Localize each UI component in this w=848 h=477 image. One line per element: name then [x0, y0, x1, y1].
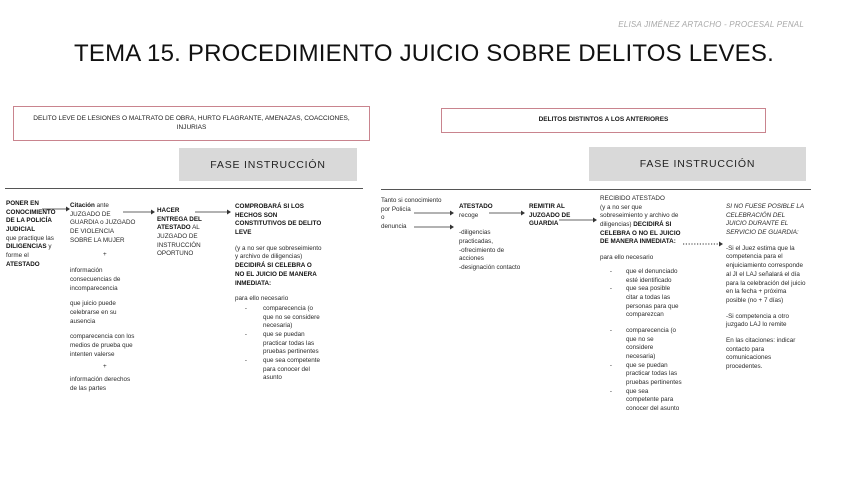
text-line: que se puedan: [263, 330, 305, 338]
text-line: LEVE: [235, 229, 252, 237]
list-dash: -: [609, 267, 612, 275]
text-line: SOBRE LA MUJER: [70, 236, 125, 244]
text-line: diligencias): [600, 221, 632, 229]
text-line: JUZGADO DE: [529, 211, 571, 219]
arrow-right-icon: [42, 205, 70, 213]
left-col-comprobara: [235, 203, 345, 383]
list-item: [235, 357, 345, 383]
list-item: [600, 362, 710, 388]
text-line: por Policía: [381, 205, 411, 213]
text-line: JUICIO DURANTE EL: [726, 220, 789, 228]
text-line: practicar todas las: [626, 370, 678, 378]
text-line: INSTRUCCIÓN: [157, 241, 201, 249]
list-dash: -: [609, 387, 612, 395]
text-line: -diligencias: [459, 229, 491, 237]
text-line: (y a no ser que sobreseimiento: [235, 244, 322, 252]
text-line: información: [70, 267, 103, 275]
text-line: considere: [626, 344, 654, 352]
text-line: +: [103, 251, 107, 259]
divider-right: [381, 189, 811, 190]
text-line: para la celebración del juicio: [726, 279, 806, 287]
text-line: ATESTADO: [459, 203, 493, 210]
text-line: practicadas,: [459, 238, 493, 246]
divider-left: [5, 188, 363, 189]
text-line: GUARDIA o JUZGADO: [70, 219, 136, 227]
text-line: pruebas pertinentes: [626, 379, 682, 387]
text-line: necesaria): [263, 322, 293, 330]
text-line: Citación: [70, 202, 95, 209]
list-item: [235, 331, 345, 357]
right-col-no-posible: [726, 203, 818, 372]
text-line: y: [48, 243, 52, 251]
text-line: contacto para: [726, 345, 765, 353]
case-box-otros: [441, 108, 766, 133]
text-line: que juicio puede: [70, 300, 116, 308]
text-line: personas para que: [626, 302, 679, 310]
text-line: JUZGADO DE: [70, 210, 111, 218]
text-line: citar a todas las: [626, 293, 671, 301]
text-line: CONSTITUTIVOS DE DELITO: [235, 220, 322, 228]
text-line: CELEBRA O NO EL JUICIO: [600, 229, 681, 237]
text-line: recoge: [459, 211, 479, 219]
text-line: medios de prueba que: [70, 341, 133, 349]
text-line: DE VIOLENCIA: [70, 228, 115, 236]
text-line: para conocer del: [263, 365, 310, 373]
text-line: que se puedan: [626, 361, 668, 369]
list-dash: -: [244, 330, 247, 338]
text-line: CELEBRACIÓN DEL: [726, 211, 786, 219]
text-line: necesaria): [626, 353, 656, 360]
phase-label-right: FASE INSTRUCCIÓN: [639, 158, 756, 170]
text-line: HECHOS SON: [235, 211, 278, 219]
left-col-citacion: [70, 202, 148, 393]
text-line: enjuiciamiento corresponde: [726, 262, 804, 270]
text-line: de las partes: [70, 384, 107, 392]
arrow-right-icon: [414, 209, 454, 217]
phase-box-left: [179, 148, 357, 181]
case-box-leves: [13, 106, 370, 141]
text-line: ATESTADO: [6, 260, 40, 268]
text-line: que el denunciado: [626, 267, 678, 275]
text-line: conocer del asunto: [626, 405, 680, 413]
text-line: juzgado LAJ lo remite: [726, 321, 787, 329]
text-line: ante: [96, 202, 109, 209]
text-line: ENTREGA DEL: [157, 215, 202, 223]
text-line: pruebas pertinentes: [263, 348, 319, 356]
list-item: [600, 268, 710, 285]
text-line: acciones: [459, 255, 484, 263]
text-line: ATESTADO: [157, 224, 191, 232]
text-line: intenten valerse: [70, 350, 115, 358]
list-dash: -: [609, 285, 612, 293]
text-line: +: [103, 363, 107, 371]
text-line: para ello necesario: [235, 295, 289, 303]
text-line: procedentes.: [726, 363, 763, 370]
text-line: que sea: [626, 387, 649, 395]
text-line: -ofrecimiento de: [459, 246, 505, 254]
text-line: que practique las: [6, 234, 54, 242]
text-line: que sea posible: [626, 285, 671, 293]
text-line: forme el: [6, 252, 29, 260]
text-line: DECIDIRÁ SI: [633, 221, 672, 229]
text-line: DILIGENCIAS: [6, 243, 47, 251]
text-line: celebrarse en su: [70, 308, 117, 316]
text-line: para ello necesario: [600, 254, 654, 262]
text-line: SERVICIO DE GUARDIA:: [726, 229, 799, 237]
text-line: DECIDIRÁ SI CELEBRA O: [235, 262, 312, 270]
text-line: competencia para el: [726, 253, 783, 261]
text-line: denuncia: [381, 223, 407, 231]
text-line: En las citaciones: indicar: [726, 336, 796, 344]
text-line: en la fecha + próxima: [726, 288, 787, 296]
list-dash: -: [609, 361, 612, 369]
arrow-right-icon: [414, 223, 454, 231]
text-line: que no se considere: [263, 313, 320, 321]
text-line: -Si competencia a otro: [726, 312, 789, 320]
text-line: JUZGADO DE: [157, 233, 198, 241]
text-line: competente para: [626, 396, 674, 404]
text-line: NO EL JUICIO DE MANERA: [235, 270, 317, 278]
text-line: SI NO FUESE POSIBLE LA: [726, 203, 805, 210]
text-line: JUDICIAL: [6, 226, 36, 234]
case-box-otros-text: DELITOS DISTINTOS A LOS ANTERIORES: [538, 116, 669, 124]
text-line: al JI el LAJ señalará el día: [726, 270, 800, 278]
text-line: comunicaciones: [726, 354, 772, 362]
text-line: INMEDIATA:: [235, 279, 272, 287]
list-item: [600, 388, 710, 414]
list-dash: -: [244, 304, 247, 312]
text-line: -Si el Juez estima que la: [726, 244, 795, 252]
text-line: practicar todas las: [263, 339, 315, 347]
list-item: [600, 327, 710, 362]
text-line: DE LA POLICÍA: [6, 217, 52, 225]
text-line: (y a no ser que: [600, 203, 643, 211]
text-line: OPORTUNO: [157, 250, 194, 258]
text-line: REMITIR AL: [529, 203, 565, 210]
phase-label-left: FASE INSTRUCCIÓN: [210, 158, 326, 171]
text-line: sobreseimiento y archivo de: [600, 212, 679, 220]
text-line: AL: [192, 224, 200, 232]
text-line: y archivo de diligencias): [235, 253, 303, 261]
case-box-leves-text: DELITO LEVE DE LESIONES O MALTRATO DE OBRA, HURTO FLAGRANTE, AMENAZAS, COACCIONES, INJURIAS: [33, 114, 350, 131]
list-dash: -: [244, 357, 247, 364]
text-line: RECIBIDO ATESTADO: [600, 195, 665, 202]
list-dash: -: [609, 326, 612, 334]
text-line: HACER: [157, 207, 180, 214]
text-line: comparecencia con los: [70, 333, 135, 341]
page-title: TEMA 15. PROCEDIMIENTO JUICIO SOBRE DELITOS LEVES.: [74, 40, 774, 67]
text-line: CONOCIMIENTO: [6, 208, 56, 216]
left-col-entrega: [157, 207, 227, 259]
text-line: incomparecencia: [70, 284, 118, 292]
text-line: esté identificado: [626, 276, 672, 284]
text-line: que no se: [626, 335, 654, 343]
text-line: o: [381, 214, 385, 222]
text-line: Tanto si conocimiento: [381, 197, 442, 204]
author-header: ELISA JIMÉNEZ ARTACHO - PROCESAL PENAL: [618, 20, 804, 29]
text-line: PONER EN: [6, 200, 39, 207]
text-line: comparecencia (o: [263, 304, 314, 312]
list-item: [235, 305, 345, 331]
text-line: COMPROBARÁ SI LOS: [235, 203, 304, 210]
text-line: -designación contacto: [459, 264, 521, 272]
right-col-recibido: [600, 195, 710, 414]
text-line: información derechos: [70, 376, 131, 383]
list-item: [600, 285, 710, 320]
text-line: que sea competente: [263, 357, 321, 364]
text-line: GUARDIA: [529, 220, 559, 228]
text-line: comparecencia (o: [626, 326, 677, 334]
text-line: consecuencias de: [70, 275, 121, 283]
text-line: posible (no + 7 días): [726, 296, 784, 304]
text-line: DE MANERA INMEDIATA:: [600, 238, 676, 246]
right-col-remitir: [529, 203, 589, 229]
phase-box-right: [589, 147, 806, 181]
text-line: asunto: [263, 374, 282, 382]
text-line: ausencia: [70, 317, 96, 325]
text-line: comparezcan: [626, 311, 664, 319]
